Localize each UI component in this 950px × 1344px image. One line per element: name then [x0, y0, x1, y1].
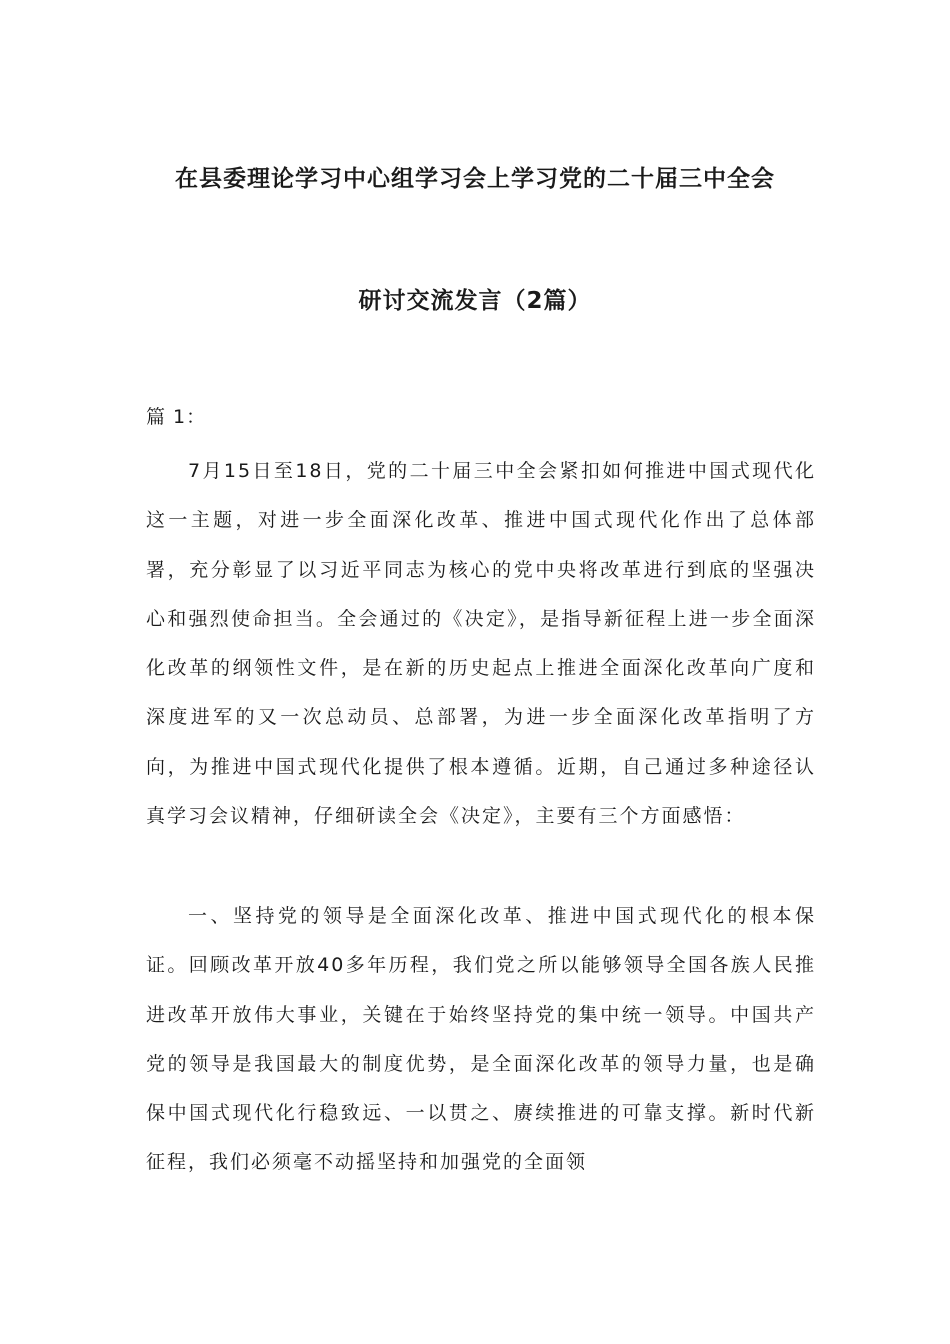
section-label: 篇 1：: [146, 406, 207, 428]
document-title-line-2: 研讨交流发言（2篇）: [358, 288, 592, 314]
document-title-line-1: 在县委理论学习中心组学习会上学习党的二十届三中全会: [175, 166, 775, 192]
paragraph-2: 一、坚持党的领导是全面深化改革、推进中国式现代化的根本保证。回顾改革开放40多年历程，我们党之所以能够领导全国各族人民推进改革开放伟大事业，关键在于始终坚持党的集中统一领导。中国共产党的领导是我国最大的制度优势，是全面深化改革的领导力量，也是确保中国式现代化行稳致远、一以贯之、赓续推进的可靠支撑。新时代新征程，我们必须毫不动摇坚持和加强党的全面领: [146, 905, 816, 1174]
paragraph-1: 7月15日至18日，党的二十届三中全会紧扣如何推进中国式现代化这一主题，对进一步全面深化改革、推进中国式现代化作出了总体部署，充分彰显了以习近平同志为核心的党中央将改革进行到底的坚强决心和强烈使命担当。全会通过的《决定》，是指导新征程上进一步全面深化改革的纲领性文件，是在新的历史起点上推进全面深化改革向广度和深度进军的又一次总动员、总部署，为进一步全面深化改革指明了方向，为推进中国式现代化提供了根本遵循。近期，自己通过多种途径认真学习会议精神，仔细研读全会《决定》，主要有三个方面感悟：: [146, 460, 816, 828]
